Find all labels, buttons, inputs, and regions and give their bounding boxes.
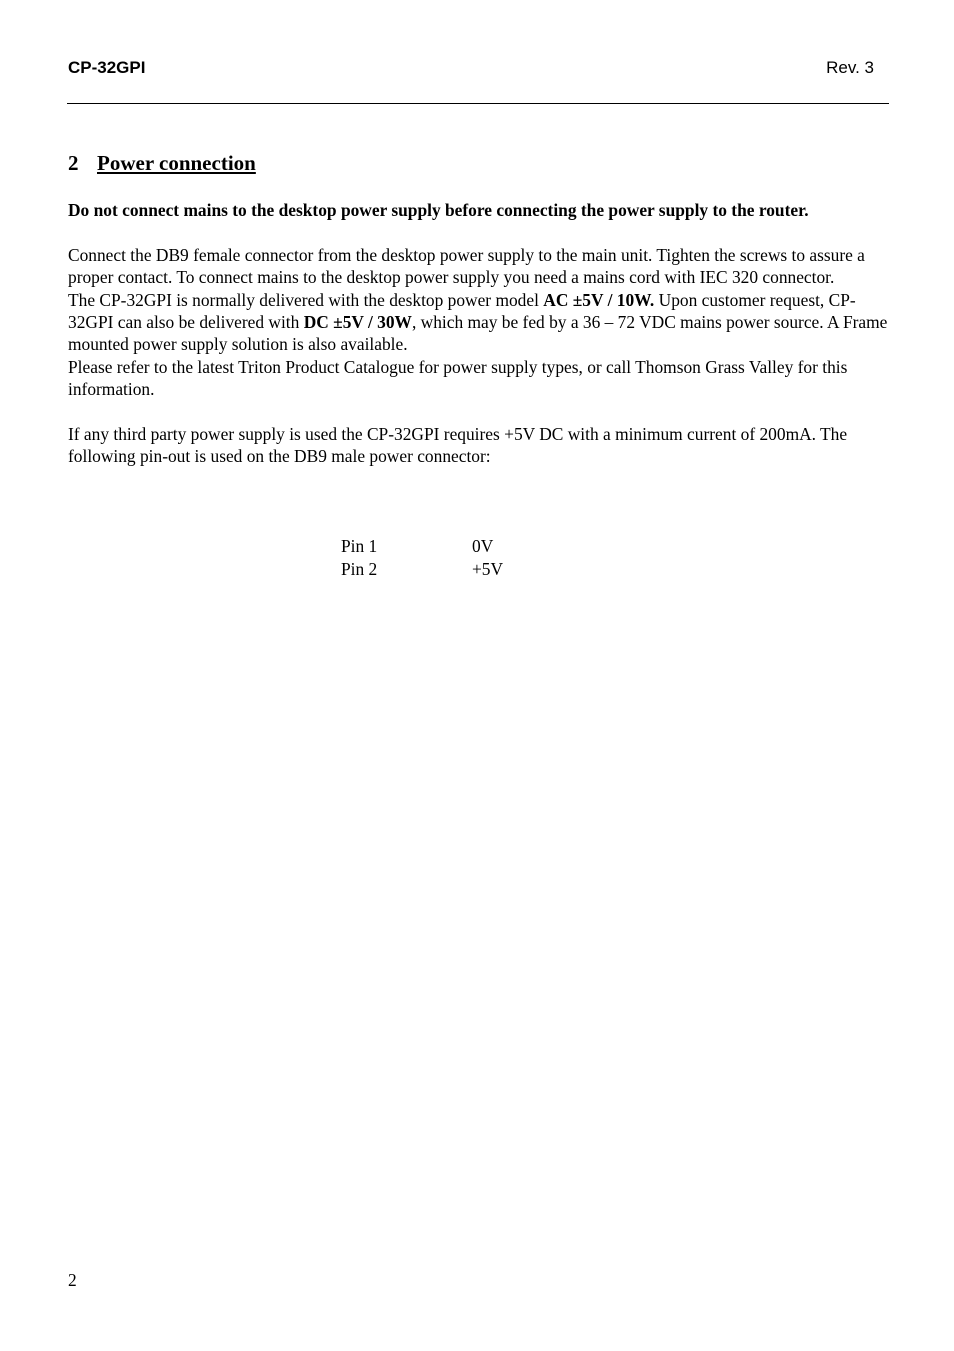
paragraph-gap [68, 401, 890, 423]
document-id: CP-32GPI [68, 58, 146, 77]
pin-voltage: 0V [472, 536, 494, 556]
third-party-paragraph: If any third party power supply is used the CP-32GPI requires +5V DC with a minimum current of 200mA. The following pin-out is used on the DB9 male power connector: [68, 424, 848, 467]
section-title: Power connection [97, 151, 256, 175]
pin-label: Pin 1 [341, 536, 378, 556]
power-model-text-3: , which may be fed by a 36 – 72 VDC mains power source. A Frame mounted power supply solution is also available. [68, 312, 888, 355]
paragraph-gap [68, 221, 890, 243]
header-divider [67, 103, 889, 104]
table-row [341, 558, 503, 581]
catalogue-paragraph: Please refer to the latest Triton Product Catalogue for power supply types, or call Thomson Grass Valley for this information. [68, 356, 848, 400]
revision-label: Rev. 3 [826, 58, 874, 77]
connector-paragraph: Connect the DB9 female connector from the desktop power supply to the main unit. Tighten the screws to assure a proper contact. To connect mains to the desktop power supply you need a mains cord with IEC 320 connector. [68, 244, 865, 288]
section-heading [68, 151, 256, 176]
page-header [68, 58, 874, 82]
section-number: 2 [68, 151, 79, 175]
ac-model-spec: AC ±5V / 10W. [543, 289, 655, 310]
power-model-text-2: Upon customer request, CP-32GPI can also be delivered with [68, 289, 856, 333]
page-number: 2 [68, 1270, 77, 1290]
power-model-paragraph [68, 289, 890, 356]
pinout-table [341, 535, 503, 580]
power-model-text-1: The CP-32GPI is normally delivered with the desktop power model [68, 289, 544, 310]
warning-paragraph: Do not connect mains to the desktop power supply before connecting the power supply to the router. [68, 200, 809, 220]
dc-model-spec: DC ±5V / 30W [303, 312, 412, 333]
section-body [68, 199, 890, 468]
pin-label: Pin 2 [341, 558, 378, 579]
table-row [341, 535, 503, 558]
pin-voltage: +5V [472, 558, 504, 579]
